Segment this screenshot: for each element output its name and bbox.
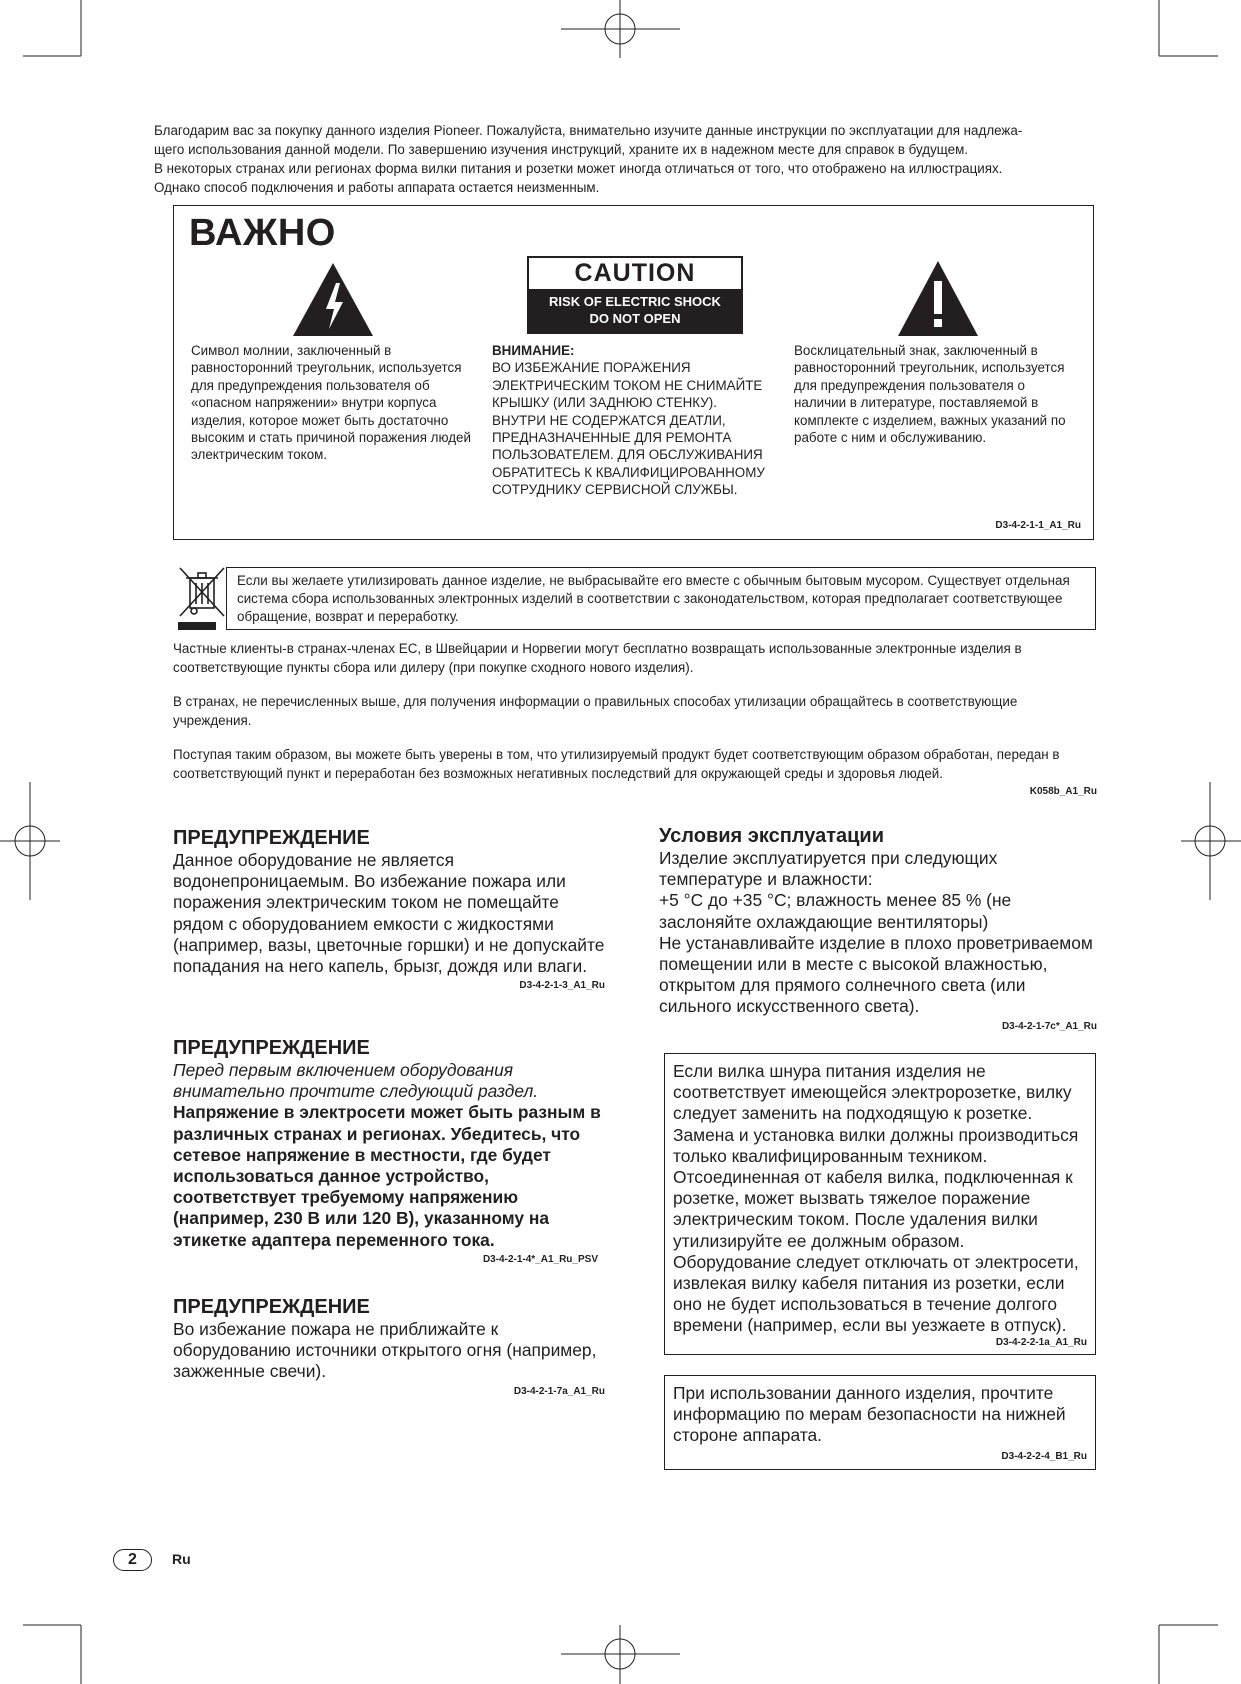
important-box	[173, 205, 1094, 540]
warning-text-1: Данное оборудование не является водонепроницаемым. Во избежание пожара или поражения электрическим током не помещайте рядом с оборудованием емкости с жидкостями (например, вазы, цветочные горшки) и не допускайте попадания на него капель, брызг, дождя или влаги.	[173, 850, 605, 977]
intro-line-4: Однако способ подключения и работы аппарата остается неизменным.	[154, 180, 600, 195]
plug-text: Если вилка шнура питания изделия не соответствует имеющейся электророзетке, вилку следует заменить на подходящую к розетке. Замена и установка вилки должны производиться только квалифицированным техником. Отсоединенная от кабеля вилка, подключенная к розетке, может вызвать тяжелое поражение электрическим током. После удаления вилки утилизируйте ее должным образом. Оборудование следует отключать от электросети, извлекая вилку кабеля питания из розетки, если оно не будет использоваться в течение долгого времени (например, если вы уезжаете в отпуск).	[673, 1061, 1079, 1336]
safety-text: При использовании данного изделия, прочтите информацию по мерам безопасности на нижней стороне аппарата.	[673, 1383, 1066, 1446]
conditions-text	[659, 848, 1097, 1018]
warning-code-1: D3-4-2-1-3_A1_Ru	[519, 980, 605, 992]
warning-title-1: ПРЕДУПРЕЖДЕНИЕ	[173, 827, 370, 849]
conditions-line-2: +5 °C до +35 °C; влажность менее 85 % (не заслоняйте охлаждающие вентиляторы)	[659, 890, 1012, 932]
warning-section-1	[173, 826, 605, 991]
intro-text	[154, 121, 1114, 197]
conditions-code: D3-4-2-1-7c*_A1_Ru	[1001, 1020, 1097, 1032]
page-number: 2	[113, 1549, 152, 1571]
caution-title: CAUTION	[574, 259, 696, 287]
warning-bold-2: Напряжение в электросети может быть разным в различных странах и регионах. Убедитесь, что сетевое напряжение в местности, где будет использоваться данное устройство, соответствует требуемому напряжению (например, 230 В или 120 В), указанному на этикетке адаптера переменного тока.	[173, 1102, 601, 1250]
caution-sub-line-2: DO NOT OPEN	[589, 311, 681, 326]
safety-info-box	[664, 1375, 1096, 1470]
warning-section-2	[173, 1036, 605, 1265]
attention-text: ВО ИЗБЕЖАНИЕ ПОРАЖЕНИЯ ЭЛЕКТРИЧЕСКИМ ТОКОМ НЕ СНИМАЙТЕ КРЫШКУ (ИЛИ ЗАДНЮЮ СТЕНКУ). ВНУТРИ НЕ СОДЕРЖАТСЯ ДЕАТЛИ, ПРЕДНАЗНАЧЕННЫЕ ДЛЯ РЕМОНТА ПОЛЬЗОВАТЕЛЕМ. ДЛЯ ОБСЛУЖИВАНИЯ ОБРАТИТЕСЬ К КВАЛИФИЦИРОВАННОМУ СОТРУДНИКУ СЕРВИСНОЙ СЛУЖБЫ.	[492, 360, 765, 498]
warning-title-2: ПРЕДУПРЕЖДЕНИЕ	[173, 1037, 370, 1059]
important-title: ВАЖНО	[189, 212, 336, 254]
disposal-text-3: Поступая таким образом, вы можете быть уверены в том, что утилизируемый продукт будет соответствующим образом обработан, передан в соответствующий пункт и переработан без возможных негативных последствий для окружающей среды и здоровья людей.	[173, 747, 1060, 781]
exclamation-warning-icon	[896, 259, 980, 338]
caution-subtitle	[529, 289, 741, 332]
warning-section-3	[173, 1295, 605, 1397]
disposal-paragraph-1	[173, 640, 1097, 677]
lightning-warning-icon	[291, 261, 375, 338]
plug-code: D3-4-2-2-1a_A1_Ru	[995, 1336, 1087, 1348]
safety-code: D3-4-2-2-4_B1_Ru	[1001, 1450, 1087, 1462]
attention-heading: ВНИМАНИЕ:	[492, 343, 575, 358]
disposal-text-2: В странах, не перечисленных выше, для получения информации о правильных способах утилизации обращайтесь в соответствующие учреждения.	[173, 694, 1018, 728]
attention-block	[492, 342, 774, 499]
warning-code-2: D3-4-2-1-4*_A1_Ru_PSV	[482, 1253, 598, 1265]
warning-italic-2: Перед первым включением оборудования внимательно прочтите следующий раздел.	[173, 1060, 539, 1102]
intro-line-3: В некоторых странах или регионах форма вилки питания и розетки может иногда отличаться от того, что отображено на иллюстрациях.	[154, 161, 1003, 176]
warning-title-3: ПРЕДУПРЕЖДЕНИЕ	[173, 1296, 370, 1318]
conditions-line-1: Изделие эксплуатируется при следующих температуре и влажности:	[659, 848, 998, 890]
conditions-title: Условия эксплуатации	[659, 825, 884, 847]
plug-notice-box	[664, 1053, 1096, 1355]
warning-code-3: D3-4-2-1-7a_A1_Ru	[513, 1385, 605, 1397]
disposal-paragraph-3	[173, 746, 1097, 802]
weee-notice: Если вы желаете утилизировать данное изделие, не выбрасывайте его вместе с обычным бытовым мусором. Существует отдельная система сбора использованных электронных изделий в соответствии с законодательством, которая предполагает соответствующее обращение, возврат и переработку.	[226, 567, 1096, 630]
warning-text-3: Во избежание пожара не приближайте к оборудованию источники открытого огня (например, зажженные свечи).	[173, 1319, 597, 1382]
lightning-description: Символ молнии, заключенный в равносторонний треугольник, используется для предупреждения пользователя об «опасном напряжении» внутри корпуса изделия, которое может быть достаточно высоким и стать причиной поражения людей электрическим током.	[191, 343, 471, 463]
intro-line-1: Благодарим вас за покупку данного изделия Pioneer. Пожалуйста, внимательно изучите данные инструкции по эксплуатации для надлежа-	[154, 123, 1023, 138]
disposal-text-1: Частные клиенты-в странах-членах ЕС, в Швейцарии и Норвегии могут бесплатно возвращать использованные электронные изделия в соответствующие пункты сбора или дилеру (при покупке сходного нового изделия).	[173, 641, 1022, 675]
exclamation-description: Восклицательный знак, заключенный в равносторонний треугольник, используется для предупреждения пользователя о наличии в литературе, поставляемой в комплекте с изделием, важных указаний по работе с ним и обслуживанию.	[794, 343, 1066, 446]
page-language: Ru	[172, 1551, 191, 1567]
conditions-line-3: Не устанавливайте изделие в плохо проветриваемом помещении или в месте с высокой влажностью, открытом для прямого солнечного света (или сильного искусственного света).	[659, 932, 1093, 1017]
operating-conditions	[659, 824, 1097, 1032]
important-code: D3-4-2-1-1_A1_Ru	[995, 520, 1081, 531]
intro-line-2: щего использования данной модели. По завершению изучения инструкций, храните их в надежном месте для справок в будущем.	[154, 142, 969, 157]
disposal-paragraph-2	[173, 693, 1097, 730]
caution-sign	[527, 256, 743, 334]
caution-sub-line-1: RISK OF ELECTRIC SHOCK	[549, 294, 721, 309]
disposal-code: K058b_A1_Ru	[1029, 786, 1097, 797]
